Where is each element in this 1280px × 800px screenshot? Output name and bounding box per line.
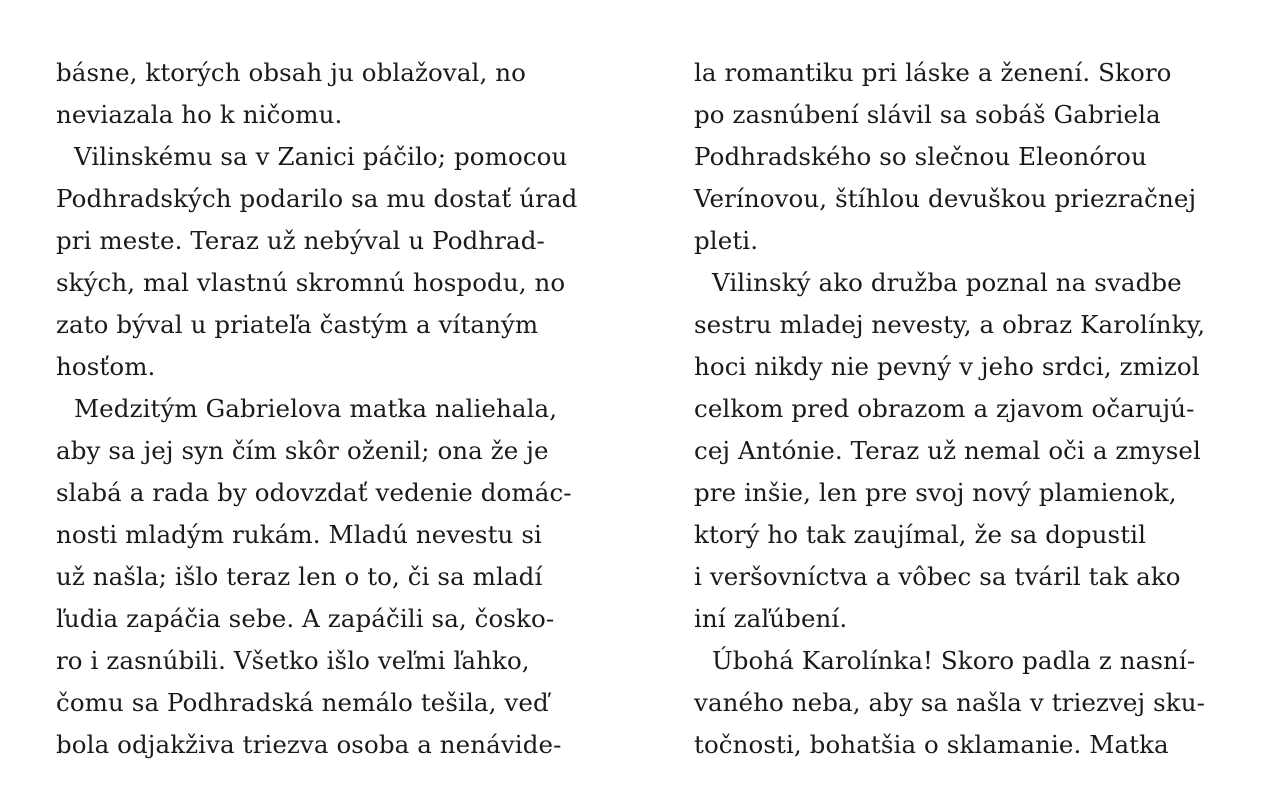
text-line: i veršovníctva a vôbec sa tváril tak ako [694,562,1181,591]
text-line: pri meste. Teraz už nebýval u Podhrad- [56,226,545,255]
text-line: Vilinskému sa v Zanici páčilo; pomocou [74,142,568,171]
text-line: sestru mladej nevesty, a obraz Karolínky, [694,310,1206,339]
text-line: básne, ktorých obsah ju oblažoval, no [56,58,526,87]
text-line: ro i zasnúbili. Všetko išlo veľmi ľahko, [56,646,530,675]
text-line: ľudia zapáčia sebe. A zapáčili sa, čosko- [56,604,555,633]
text-line: točnosti, bohatšia o sklamanie. Matka [694,730,1169,759]
text-line: Podhradských podarilo sa mu dostať úrad [56,184,578,213]
text-line: Podhradského so slečnou Eleonórou [694,142,1147,171]
text-line: nosti mladým rukám. Mladú nevestu si [56,520,542,549]
text-line: aby sa jej syn čím skôr oženil; ona že je [56,436,549,465]
text-column-right [694,52,1234,766]
text-line: pre inšie, len pre svoj nový plamienok, [694,478,1177,507]
text-line: Medzitým Gabrielova matka naliehala, [74,394,558,423]
text-line: už našla; išlo teraz len o to, či sa mladí [56,562,543,591]
text-line: Verínovou, štíhlou devuškou priezračnej [694,184,1197,213]
text-line: Vilinský ako družba poznal na svadbe [712,268,1182,297]
text-line: Úbohá Karolínka! Skoro padla z nasní- [712,646,1196,675]
text-line: po zasnúbení slávil sa sobáš Gabriela [694,100,1161,129]
text-line: pleti. [694,226,759,255]
text-line: hosťom. [56,352,156,381]
text-line: slabá a rada by odovzdať vedenie domác- [56,478,572,507]
text-line: celkom pred obrazom a zjavom očarujú- [694,394,1195,423]
text-line: cej Antónie. Teraz už nemal oči a zmysel [694,436,1201,465]
text-line: ských, mal vlastnú skromnú hospodu, no [56,268,566,297]
text-line: neviazala ho k ničomu. [56,100,343,129]
text-line: ktorý ho tak zaujímal, že sa dopustil [694,520,1147,549]
text-line: la romantiku pri láske a ženení. Skoro [694,58,1172,87]
text-line: zato býval u priateľa častým a vítaným [56,310,539,339]
text-line: hoci nikdy nie pevný v jeho srdci, zmizol [694,352,1200,381]
text-line: čomu sa Podhradská nemálo tešila, veď [56,688,549,717]
text-line: vaného neba, aby sa našla v triezvej sku- [694,688,1205,717]
text-line: iní zaľúbení. [694,604,848,633]
text-column-left [56,52,596,766]
text-line: bola odjakživa triezva osoba a nenávide- [56,730,562,759]
